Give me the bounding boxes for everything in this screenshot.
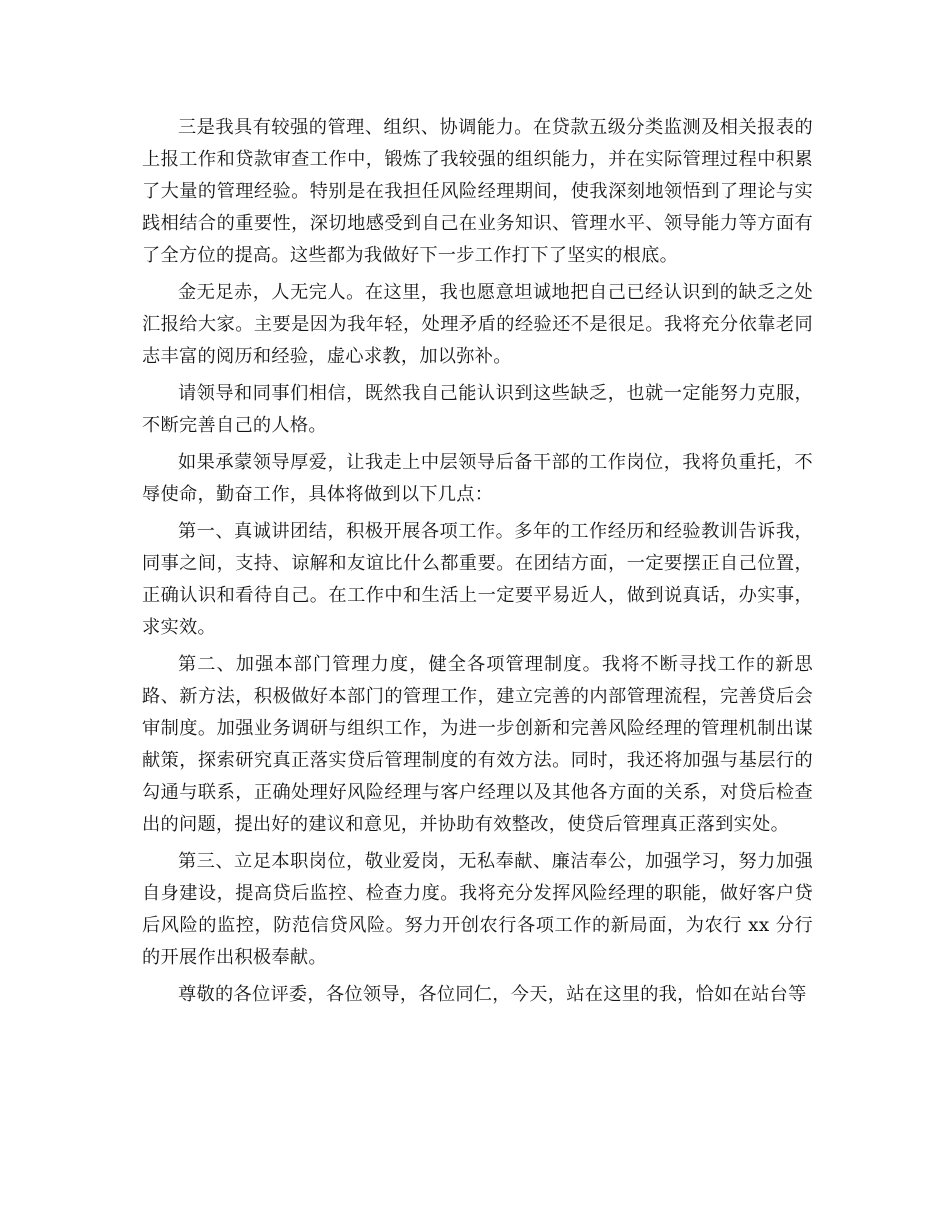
paragraph-closing: 尊敬的各位评委，各位领导，各位同仁，今天，站在这里的我，恰如在站台等	[178, 984, 807, 1005]
document-body	[142, 112, 813, 1016]
paragraph-shortcomings: 金无足赤，人无完人。在这里，我也愿意坦诚地把自己已经认识到的缺乏之处汇报给大家。主要是因为我年轻，处理矛盾的经验还不是很足。我将充分依靠老同志丰富的阅历和经验，虚心求教，加以弥补。	[142, 282, 813, 367]
paragraph-point-one: 第一、真诚讲团结，积极开展各项工作。多年的工作经历和经验教训告诉我，同事之间，支持、谅解和友谊比什么都重要。在团结方面，一定要摆正自己位置，正确认识和看待自己。在工作中和生活上一定要平易近人，做到说真话，办实事，求实效。	[142, 521, 813, 638]
paragraph-commitment: 如果承蒙领导厚爱，让我走上中层领导后备干部的工作岗位，我将负重托，不辱使命，勤奋工作，具体将做到以下几点：	[142, 452, 813, 505]
paragraph-point-two: 第二、加强本部门管理力度，健全各项管理制度。我将不断寻找工作的新思路、新方法，积极做好本部门的管理工作，建立完善的内部管理流程，完善贷后会审制度。加强业务调研与组织工作，为进一步创新和完善风险经理的管理机制出谋献策，探索研究真正落实贷后管理制度的有效方法。同时，我还将加强与基层行的勾通与联系，正确处理好风险经理与客户经理以及其他各方面的关系，对贷后检查出的问题，提出好的建议和意见，并协助有效整改，使贷后管理真正落到实处。	[142, 654, 813, 835]
paragraph-overcome: 请领导和同事们相信，既然我自己能认识到这些缺乏，也就一定能努力克服，不断完善自己的人格。	[142, 383, 813, 436]
paragraph-management-ability: 三是我具有较强的管理、组织、协调能力。在贷款五级分类监测及相关报表的上报工作和贷款审查工作中，锻炼了我较强的组织能力，并在实际管理过程中积累了大量的管理经验。特别是在我担任风险经理期间，使我深刻地领悟到了理论与实践相结合的重要性，深切地感受到自己在业务知识、管理水平、领导能力等方面有了全方位的提高。这些都为我做好下一步工作打下了坚实的根底。	[142, 117, 813, 266]
paragraph-point-three: 第三、立足本职岗位，敬业爱岗，无私奉献、廉洁奉公，加强学习，努力加强自身建设，提高贷后监控、检查力度。我将充分发挥风险经理的职能，做好客户贷后风险的监控，防范信贷风险。努力开创农行各项工作的新局面，为农行 xx 分行的开展作出积极奉献。	[142, 851, 813, 968]
